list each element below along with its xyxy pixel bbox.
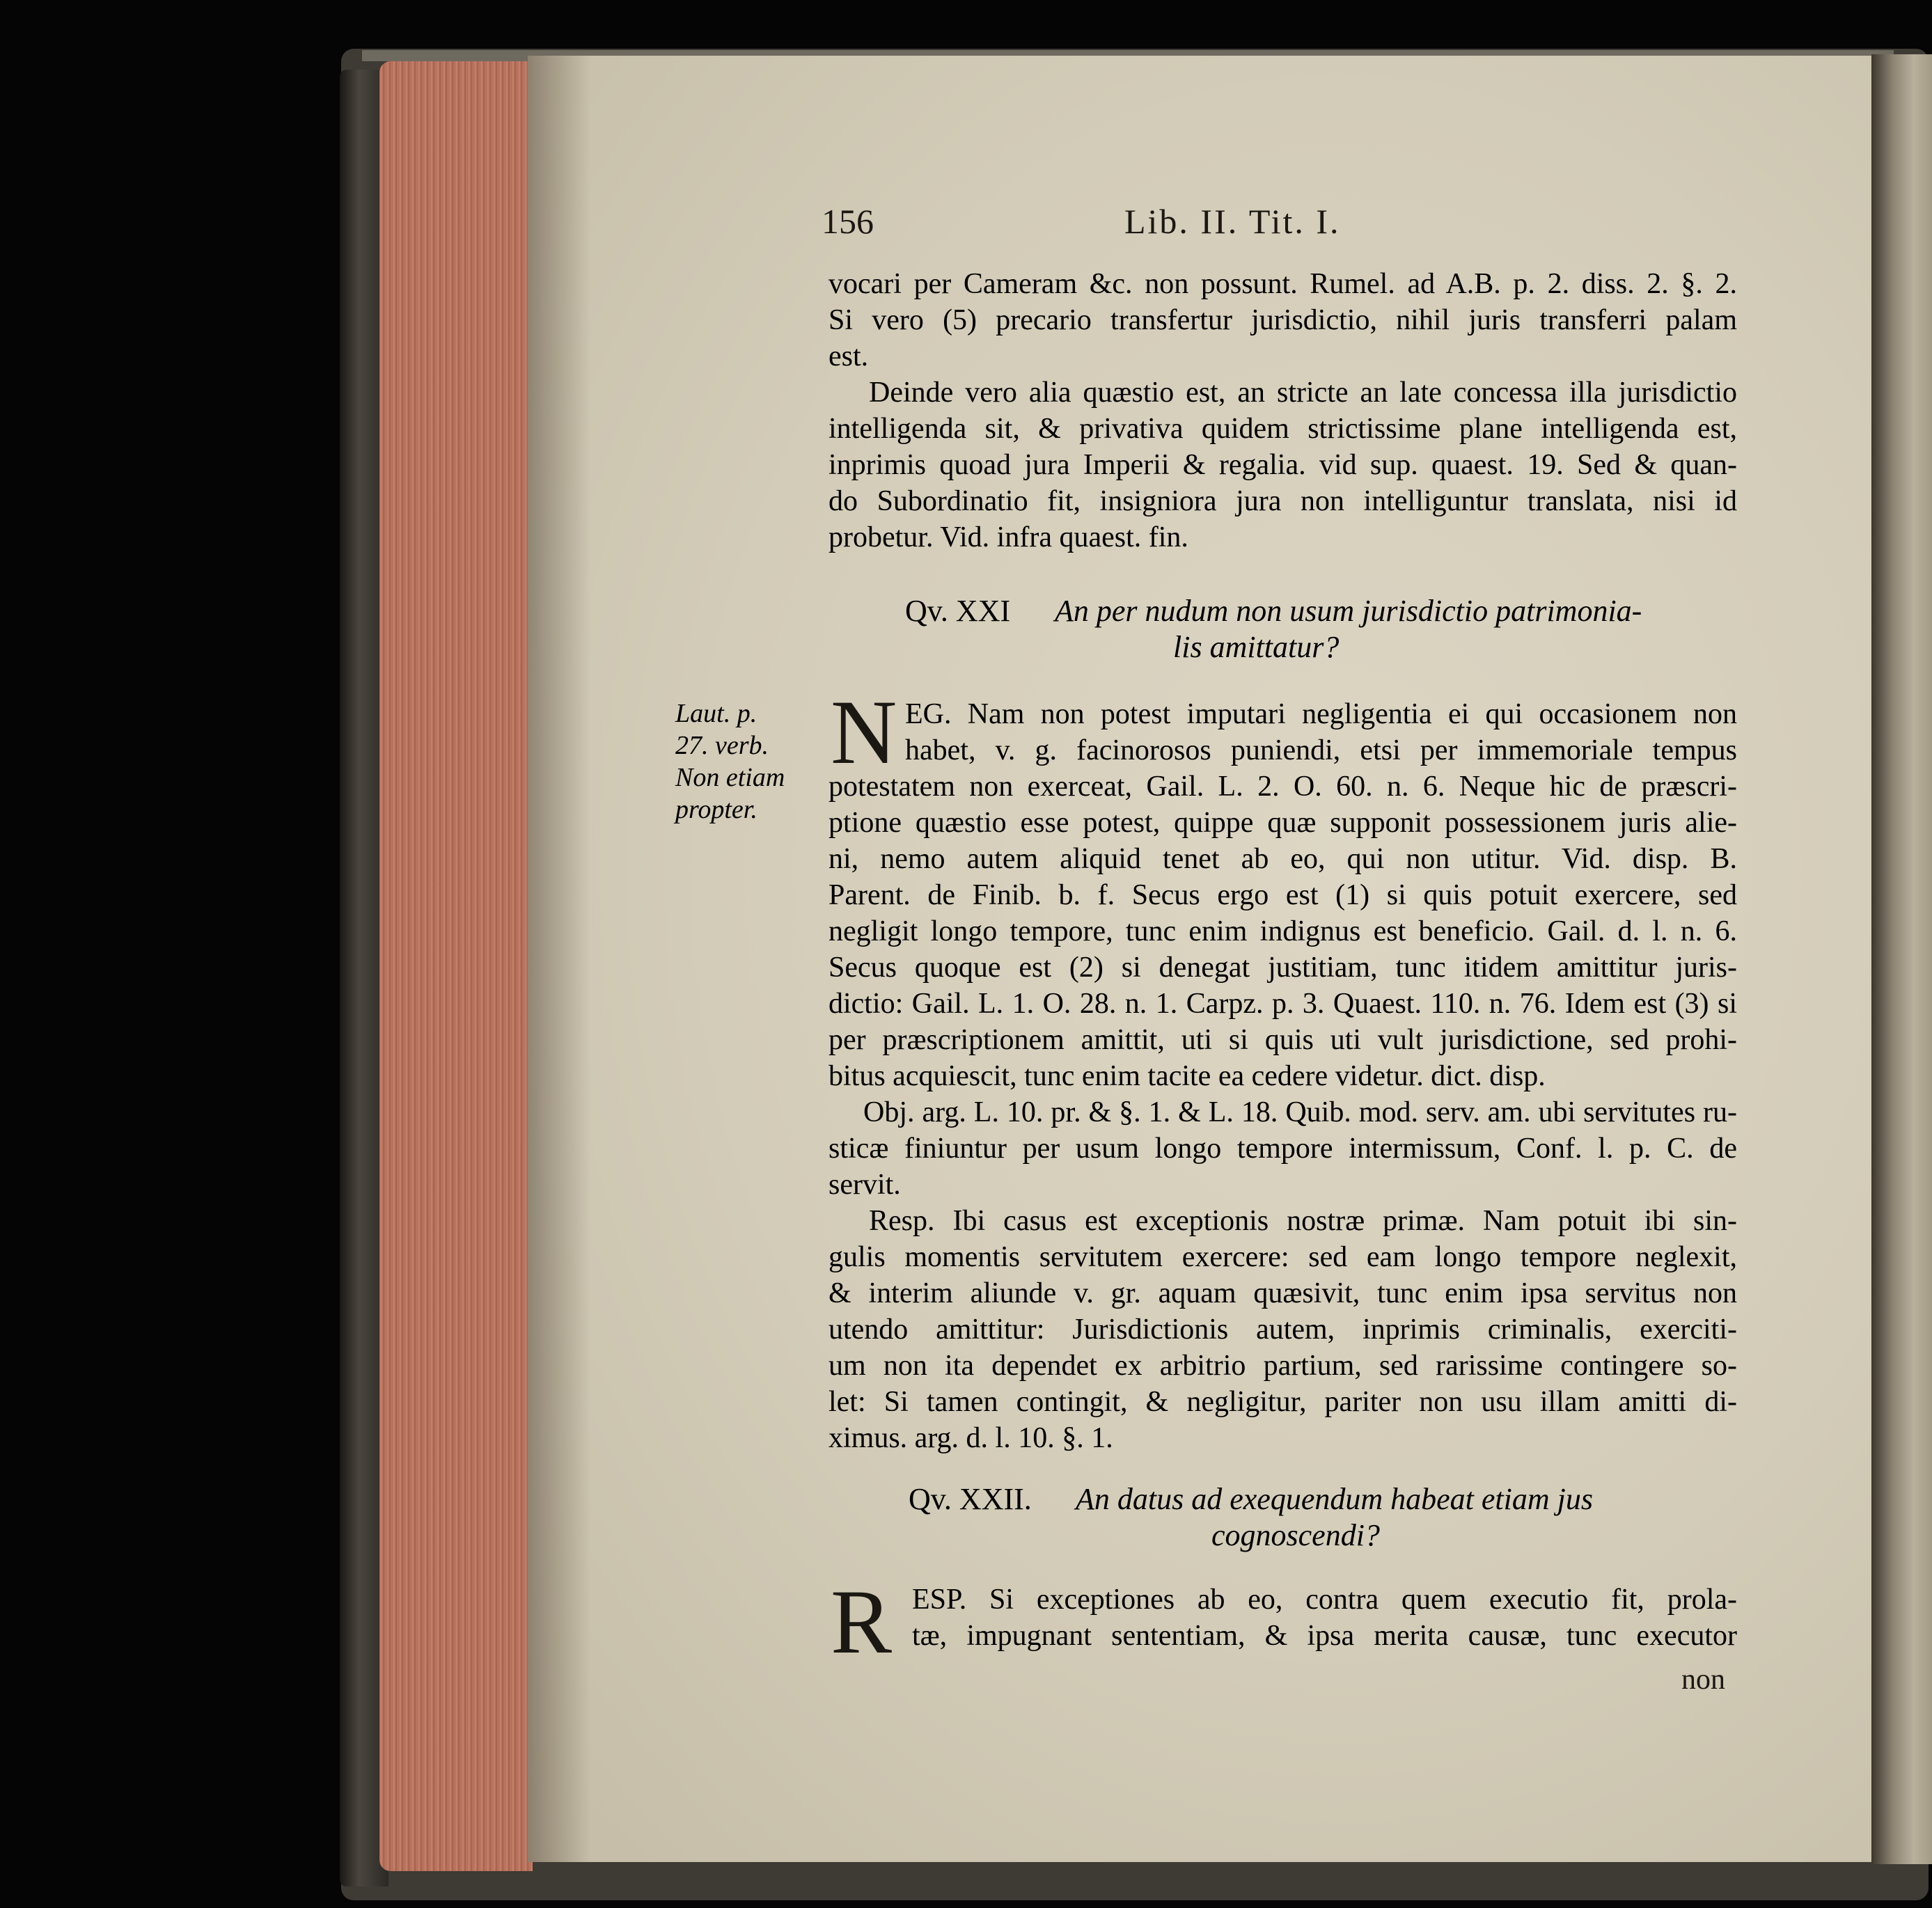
response [828,1203,1737,1456]
question-21-label: Qv. XXI [905,594,1011,628]
text-line: ni, nemo autem aliquid tenet ab eo, qui non utitur. Vid. disp. B. [828,843,1737,875]
text-line: probetur. Vid. infra quaest. fin. [828,521,1188,553]
text-line: potestatem non exerceat, Gail. L. 2. O. 60. n. 6. Neque hic de præscri- [828,771,1737,803]
paragraph-continuation [828,266,1737,374]
page-number: 156 [822,202,874,241]
running-title: Lib. II. Tit. I. [1124,202,1341,241]
text-line: EG. Nam non potest imputari negligentia ei qui occasionem non [905,698,1737,730]
text-line: tæ, impugnant sententiam, & ipsa merita causæ, tunc executor [912,1620,1737,1652]
text-line: habet, v. g. facinorosos puniendi, etsi per immemoriale tempus [905,734,1737,766]
text-line: ptione quæstio esse potest, quippe quæ supponit possessionem juris alie- [828,807,1737,839]
margin-note-line: Non etiam [675,763,785,792]
drop-cap-n: N [831,681,897,783]
text-line: Resp. Ibi casus est exceptionis nostræ primæ. Nam potuit ibi sin- [869,1205,1737,1237]
text-line: Parent. de Finib. b. f. Secus ergo est (1) si quis potuit exercere, sed [828,879,1737,911]
objection [828,1094,1737,1203]
text-line: est. [828,340,869,372]
margin-note-line: Laut. p. [675,699,757,728]
text-line: let: Si tamen contingit, & negligitur, pariter non usu illam amitti di- [828,1386,1737,1418]
text-line: negligit longo tempore, tunc enim indignus est beneficio. Gail. d. l. n. 6. [828,915,1737,947]
question-21-title-line2: lis amittatur? [1173,630,1340,664]
text-line: sticæ finiuntur per usum longo tempore intermissum, Conf. l. p. C. de [828,1133,1737,1165]
facing-page-gutter [1871,54,1932,1864]
text-line: Secus quoque est (2) si denegat justitiam, tunc itidem amittitur juris- [828,952,1737,984]
text-line: inprimis quoad jura Imperii & regalia. vid sup. quaest. 19. Sed & quan- [828,449,1737,481]
question-22-title-line1: An datus ad exequendum habeat etiam jus [1076,1482,1593,1516]
answer-22 [912,1582,1737,1654]
text-line: Si vero (5) precario transfertur jurisdictio, nihil juris transferri palam [828,304,1737,336]
question-22-title-line2: cognoscendi? [1211,1518,1380,1552]
text-line: ESP. Si exceptiones ab eo, contra quem executio fit, prola- [912,1584,1737,1616]
margin-note-line: propter. [675,795,757,824]
paragraph-deinde [828,374,1737,555]
text-line: bitus acquiescit, tunc enim tacite ea cedere videtur. dict. disp. [828,1060,1546,1092]
text-line: do Subordinatio fit, insigniora jura non intelliguntur translata, nisi id [828,485,1737,517]
text-line: dictio: Gail. L. 1. O. 28. n. 1. Carpz. p. 3. Quaest. 110. n. 76. Idem est (3) si [828,988,1737,1020]
margin-note [675,697,815,826]
text-line: Obj. arg. L. 10. pr. & §. 1. & L. 18. Quib. mod. serv. am. ubi servitutes ru- [863,1096,1737,1128]
text-line: utendo amittitur: Jurisdictionis autem, inprimis criminalis, exerciti- [828,1314,1737,1346]
page-edges [379,61,533,1871]
text-line: ximus. arg. d. l. 10. §. 1. [828,1422,1113,1454]
question-22-label: Qv. XXII. [909,1482,1032,1516]
text-line: Deinde vero alia quæstio est, an stricte an late concessa illa jurisdictio [869,377,1737,409]
margin-note-line: 27. verb. [675,731,769,760]
text-line: um non ita dependet ex arbitrio partium, sed rarissime contingere so- [828,1350,1737,1382]
text-line: per præscriptionem amittit, uti si quis uti vult jurisdictione, sed prohi- [828,1024,1737,1056]
question-21-title-line1: An per nudum non usum jurisdictio patrimonia- [1055,594,1642,628]
drop-cap-r: R [831,1570,893,1673]
text-line: servit. [828,1169,901,1201]
answer-21-lead [905,696,1737,768]
text-line: gulis momentis servitutem exercere: sed eam longo tempore neglexit, [828,1241,1737,1273]
answer-21-body [828,768,1737,1094]
text-line: & interim aliunde v. gr. aquam quæsivit, tunc enim ipsa servitus non [828,1277,1737,1309]
catchword: non [1681,1664,1725,1696]
text-line: intelligenda sit, & privativa quidem strictissime plane intelligenda est, [828,413,1737,445]
text-line: vocari per Cameram &c. non possunt. Rumel. ad A.B. p. 2. diss. 2. §. 2. [828,268,1737,300]
